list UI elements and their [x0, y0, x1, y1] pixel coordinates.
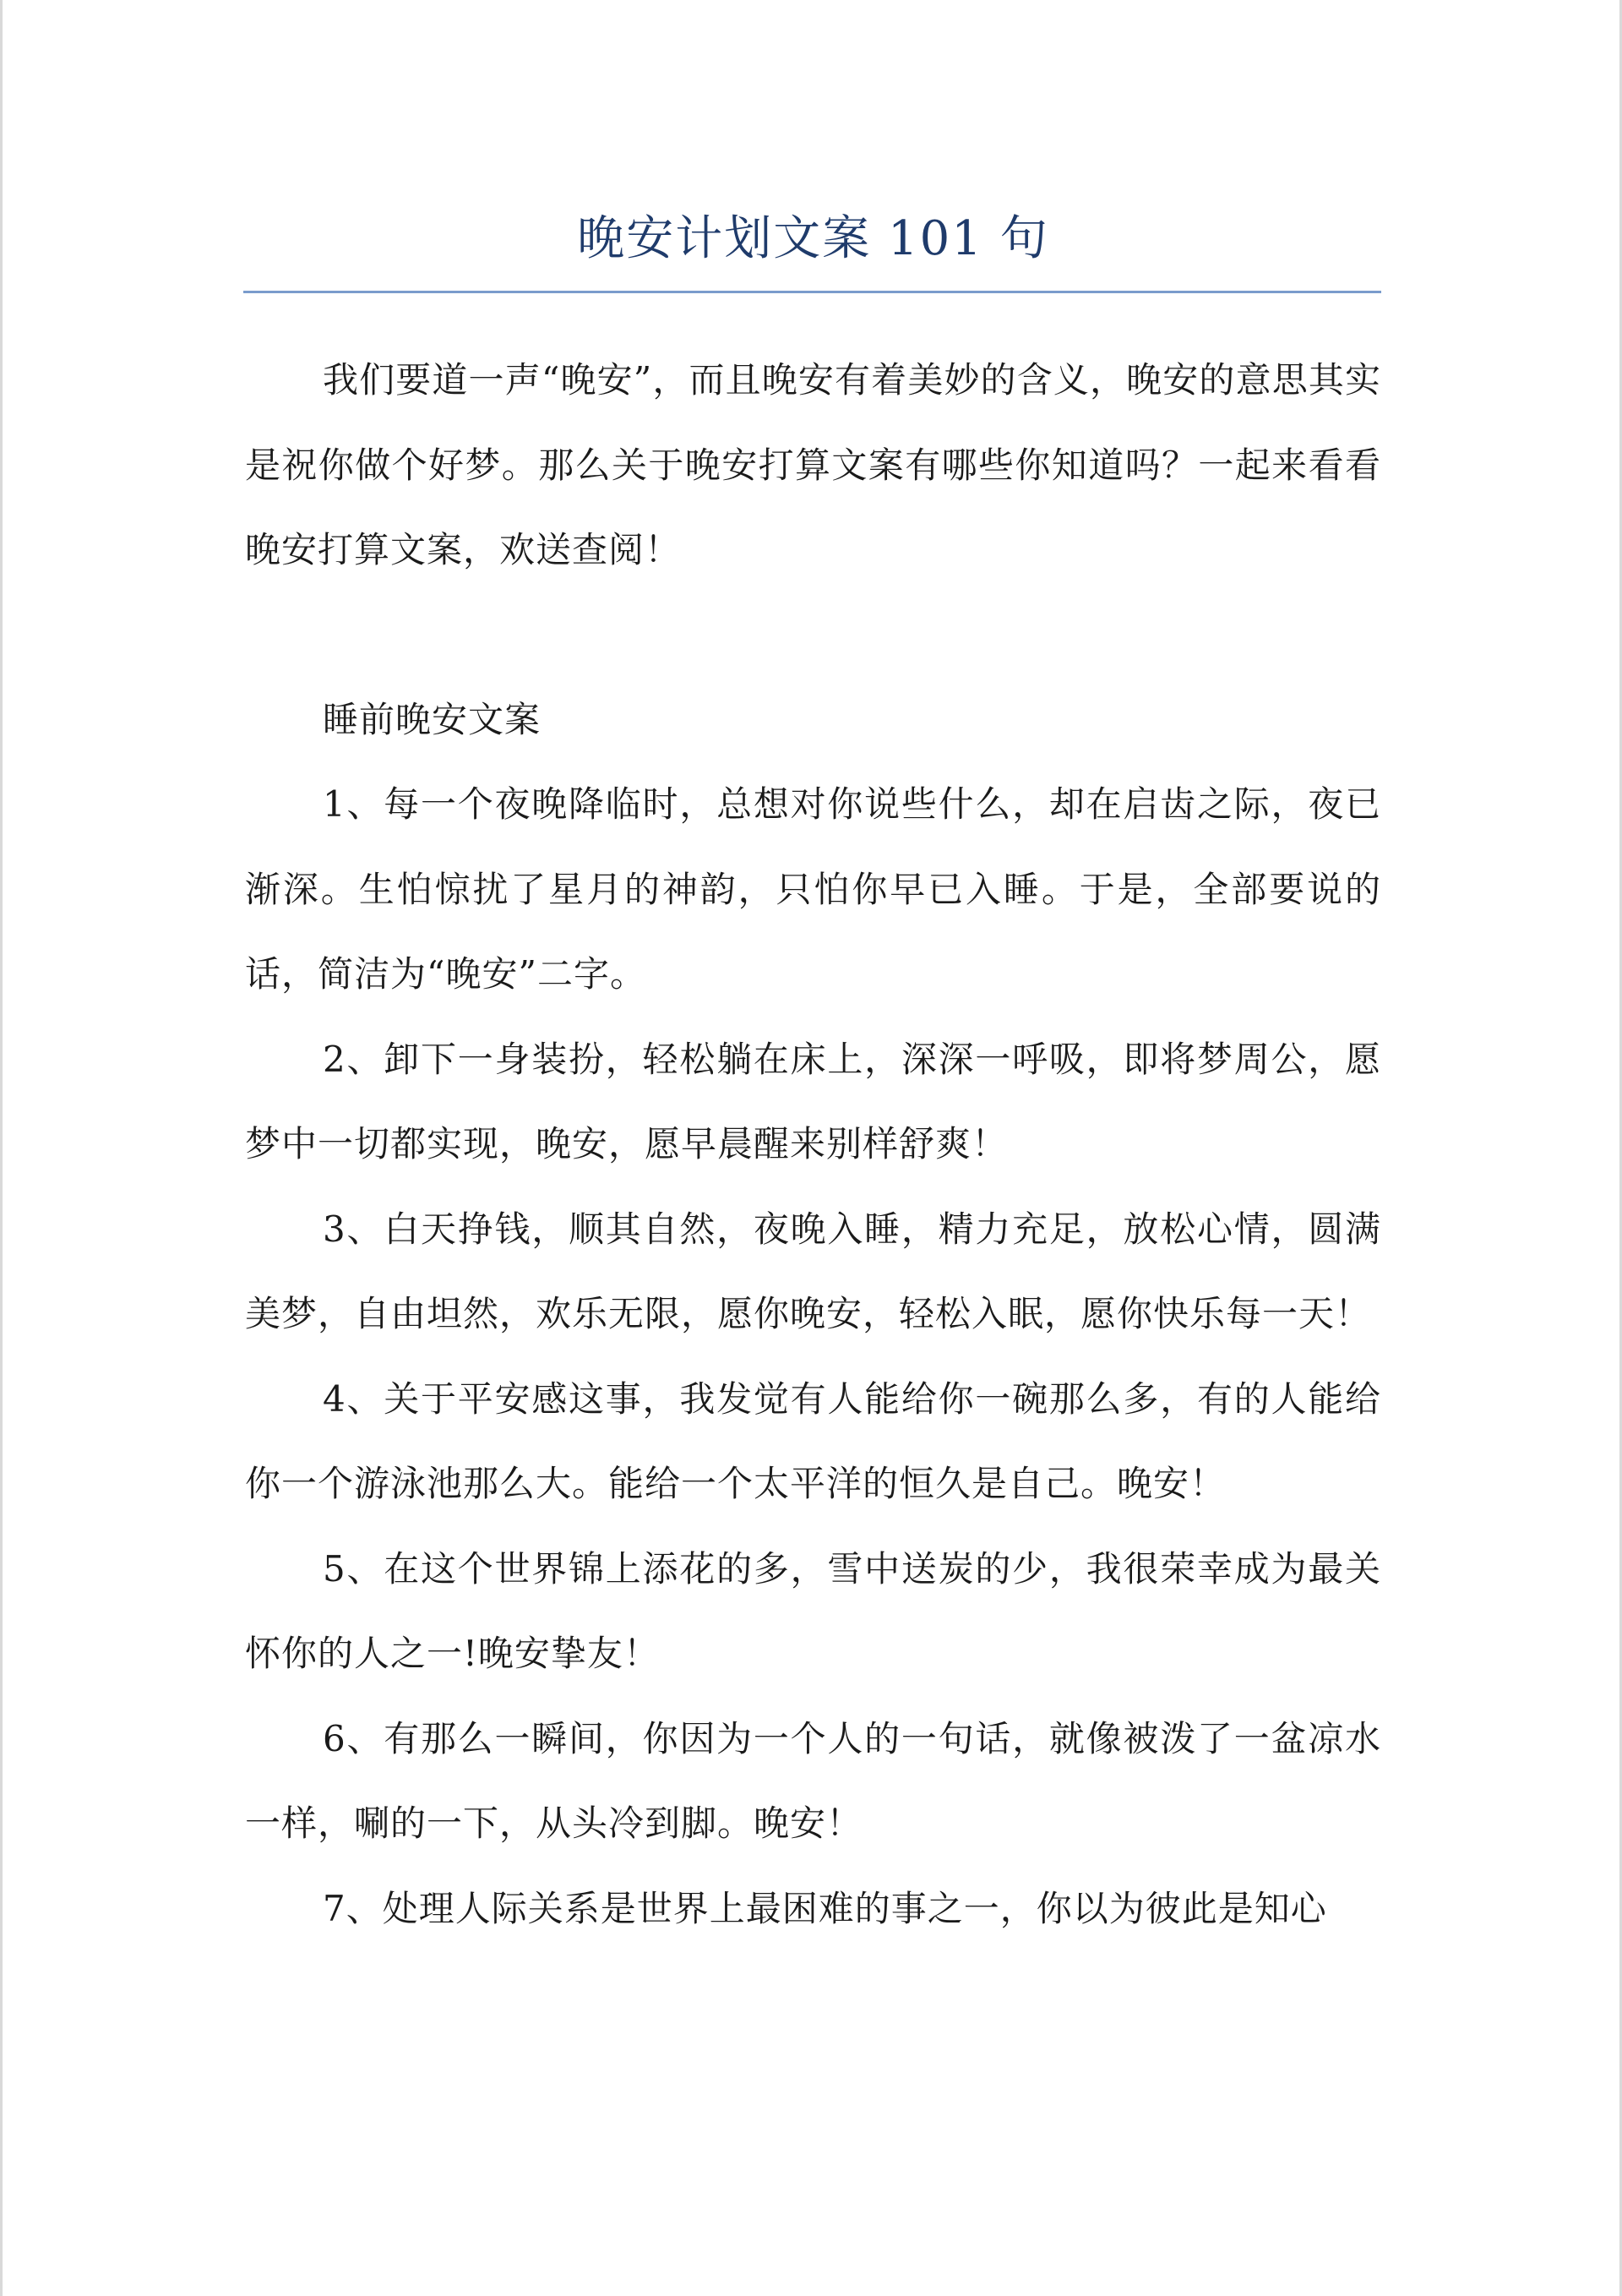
document-title: 晚安计划文案 101 句: [577, 211, 1049, 266]
blank-line: [245, 593, 1381, 678]
section-heading: 睡前晚安文案: [323, 698, 542, 740]
title-underline: [243, 291, 1381, 293]
list-item: 4、关于平安感这事，我发觉有人能给你一碗那么多，有的人能给你一个游泳池那么大。能给一个太平洋的恒久是自己。晚安！: [245, 1377, 1381, 1504]
list-item: 2、卸下一身装扮，轻松躺在床上，深深一呼吸，即将梦周公，愿梦中一切都实现，晚安，愿早晨醒来别样舒爽！: [245, 1038, 1381, 1164]
list-item: 5、在这个世界锦上添花的多，雪中送炭的少，我很荣幸成为最关怀你的人之一!晚安挚友！: [245, 1547, 1381, 1674]
intro-paragraph: 我们要道一声“晚安”，而且晚安有着美妙的含义，晚安的意思其实是祝你做个好梦。那么关于晚安打算文案有哪些你知道吗？一起来看看晚安打算文案，欢送查阅！: [245, 359, 1381, 570]
list-item: 7、处理人际关系是世界上最困难的事之一，你以为彼此是知心: [323, 1887, 1327, 1929]
list-item: 1、每一个夜晚降临时，总想对你说些什么，却在启齿之际，夜已渐深。生怕惊扰了星月的神韵，只怕你早已入睡。于是，全部要说的话，简洁为“晚安”二字。: [245, 783, 1381, 995]
list-item: 3、白天挣钱，顺其自然，夜晚入睡，精力充足，放松心情，圆满美梦，自由坦然，欢乐无限，愿你晚安，轻松入眠，愿你快乐每一天！: [245, 1208, 1381, 1334]
list-item: 6、有那么一瞬间，你因为一个人的一句话，就像被泼了一盆凉水一样，唰的一下，从头冷到脚。晚安！: [245, 1717, 1381, 1844]
page-edge-left: [0, 0, 3, 2296]
document-body: [245, 338, 1381, 1951]
